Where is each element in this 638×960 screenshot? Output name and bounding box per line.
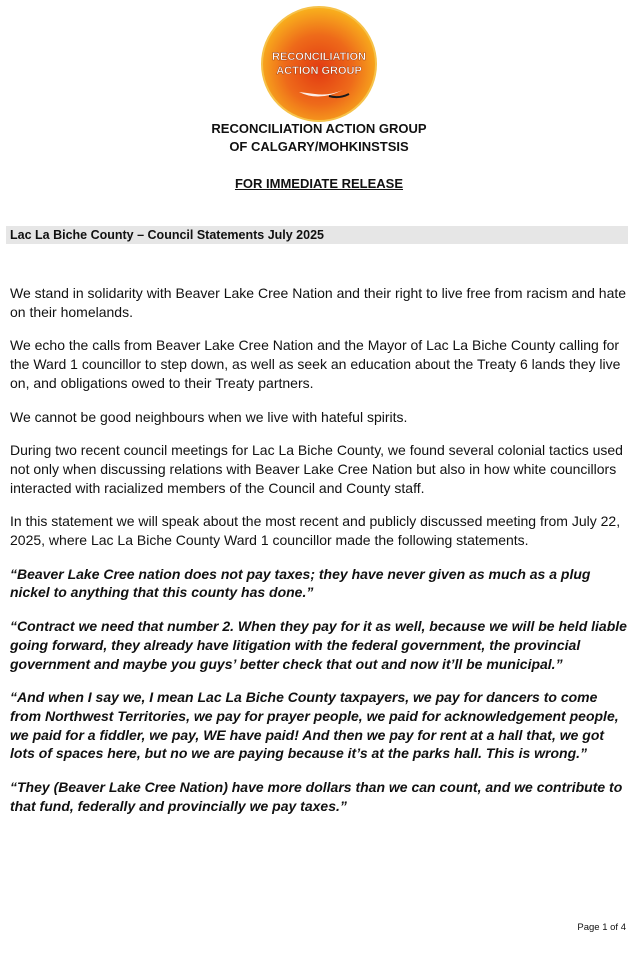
subject-title: Lac La Biche County – Council Statements July 2025: [10, 228, 324, 242]
release-heading: FOR IMMEDIATE RELEASE: [234, 176, 404, 191]
quote-dollars: “They (Beaver Lake Cree Nation) have more dollars than we can count, and we contribute to that fund, federally and provincially we pay taxes.”: [10, 779, 623, 814]
page-number: Page 1 of 4: [577, 922, 626, 933]
quote-taxpayers: “And when I say we, I mean Lac La Biche County taxpayers, we pay for dancers to come from Northwest Territories, we pay for prayer people, we paid for acknowledgement people, we paid for a fiddler, we pay, WE have paid! And then we pay for rent at a hall that, we got lots of spaces here, but no we are paying because it’s at the parks hall. This is wrong.”: [10, 689, 619, 762]
paragraph-solidarity: We stand in solidarity with Beaver Lake Cree Nation and their right to live free from racism and hate on their homelands.: [10, 285, 627, 320]
logo-text-line1: RECONCILIATION: [272, 51, 366, 63]
subject-bar: [6, 226, 628, 244]
organization-name-line2: OF CALGARY/MOHKINSTSIS: [229, 139, 409, 154]
logo-text-line2: ACTION GROUP: [276, 65, 362, 77]
paragraph-neighbours: We cannot be good neighbours when we live with hateful spirits.: [10, 408, 408, 425]
statement-body: [10, 284, 630, 830]
paragraph-meetings: During two recent council meetings for Lac La Biche County, we found several colonial tactics used not only when discussing relations with Beaver Lake Cree Nation but also in how white councillors interacted with racialized members of the Council and County staff.: [10, 442, 623, 496]
paragraph-statement-intro: In this statement we will speak about the most recent and publicly discussed meeting from July 22, 2025, where Lac La Biche County Ward 1 councillor made the following statements.: [10, 513, 621, 549]
organization-name-line1: RECONCILIATION ACTION GROUP: [211, 121, 427, 136]
paragraph-calls: We echo the calls from Beaver Lake Cree Nation and the Mayor of Lac La Biche County calling for the Ward 1 councillor to step down, as well as seek an education about the Treaty 6 lands they live on, and obligations owed to their Treaty partners.: [10, 337, 621, 391]
organization-logo: [259, 4, 379, 124]
quote-contract: “Contract we need that number 2. When they pay for it as well, because we will be held liable going forward, they already have litigation with the federal government, the provincial government and maybe you guys’ better check that out and now it’ll be municipal.”: [10, 618, 627, 672]
logo-graphic: [259, 4, 379, 124]
quote-taxes: “Beaver Lake Cree nation does not pay taxes; they have never given as much as a plug nickel to anything that this county has done.”: [10, 565, 591, 601]
